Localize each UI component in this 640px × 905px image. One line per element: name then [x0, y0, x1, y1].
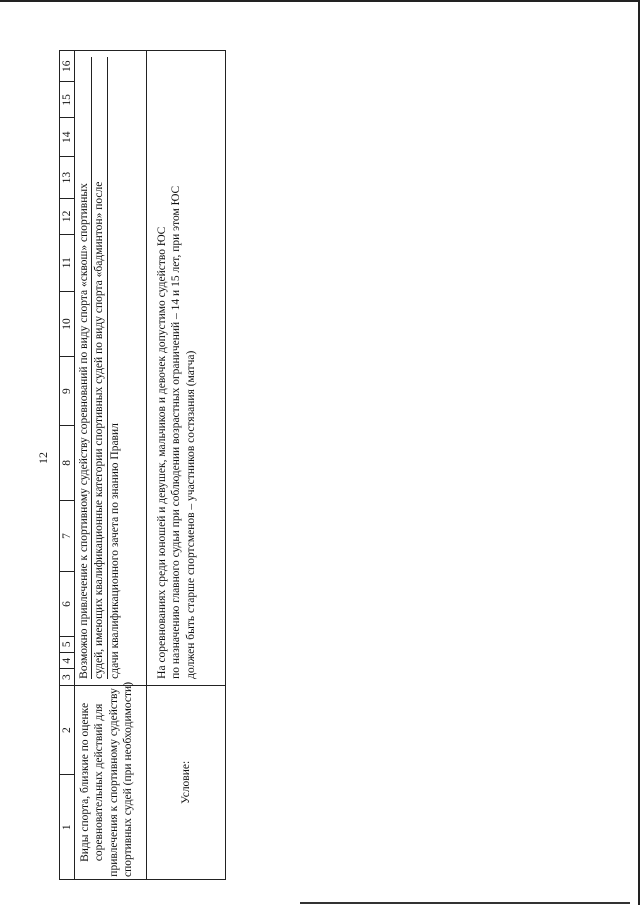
label-line: соревновательных действий для: [93, 703, 106, 862]
page-number: 12: [36, 452, 50, 464]
column-number: 2: [60, 685, 75, 775]
row-condition: [147, 51, 226, 880]
label-line: Виды спорта, близкие по оценке: [79, 702, 92, 862]
column-number: 15: [60, 82, 75, 118]
column-number-row: [60, 51, 75, 880]
column-number: 12: [60, 198, 75, 234]
condition-label: Условие:: [147, 685, 226, 879]
column-number: 14: [60, 118, 75, 157]
condition-text: [147, 51, 226, 686]
column-number: 7: [60, 500, 75, 572]
text-line: по назначению главного судьи при соблюдении возрастных ограничений – 14 и 15 лет, при этом ЮС: [170, 185, 183, 679]
sport-rules-table: [59, 50, 226, 880]
column-number: 16: [60, 51, 75, 83]
label-line: привлечения к спортивному судейству: [107, 688, 120, 877]
column-number: 9: [60, 357, 75, 426]
text-line: судей, имеющих квалификационные категории спортивных судей по виду спорта «бадминтон» после: [92, 57, 107, 679]
row-related-sports: [75, 51, 147, 880]
text-line: сдачи квалификационного зачета по знанию Правил: [108, 423, 121, 679]
related-sports-label: [75, 681, 147, 879]
column-number: 1: [60, 775, 75, 880]
column-number: 10: [60, 291, 75, 357]
text-line: Возможно привлечение к спортивному судейству соревнований по виду спорта «сквош» спортивных: [77, 57, 92, 679]
page-frame-top: [0, 0, 640, 2]
column-number: 3: [60, 669, 75, 685]
column-number: 13: [60, 157, 75, 199]
related-sports-text: [75, 51, 147, 686]
rotated-table-container: [59, 50, 224, 880]
scan-edge-line: [300, 902, 630, 904]
text-line: На соревнованиях среди юношей и девушек, мальчиков и девочек допустимо судейство ЮС: [156, 226, 169, 679]
column-number: 8: [60, 426, 75, 501]
text-line: должен быть старше спортсменов – участников состязания (матча): [184, 350, 197, 679]
column-number: 6: [60, 572, 75, 636]
column-number: 5: [60, 636, 75, 652]
column-number: 4: [60, 653, 75, 669]
column-number: 11: [60, 234, 75, 291]
label-line: спортивных судей (при необходимости): [121, 681, 134, 877]
